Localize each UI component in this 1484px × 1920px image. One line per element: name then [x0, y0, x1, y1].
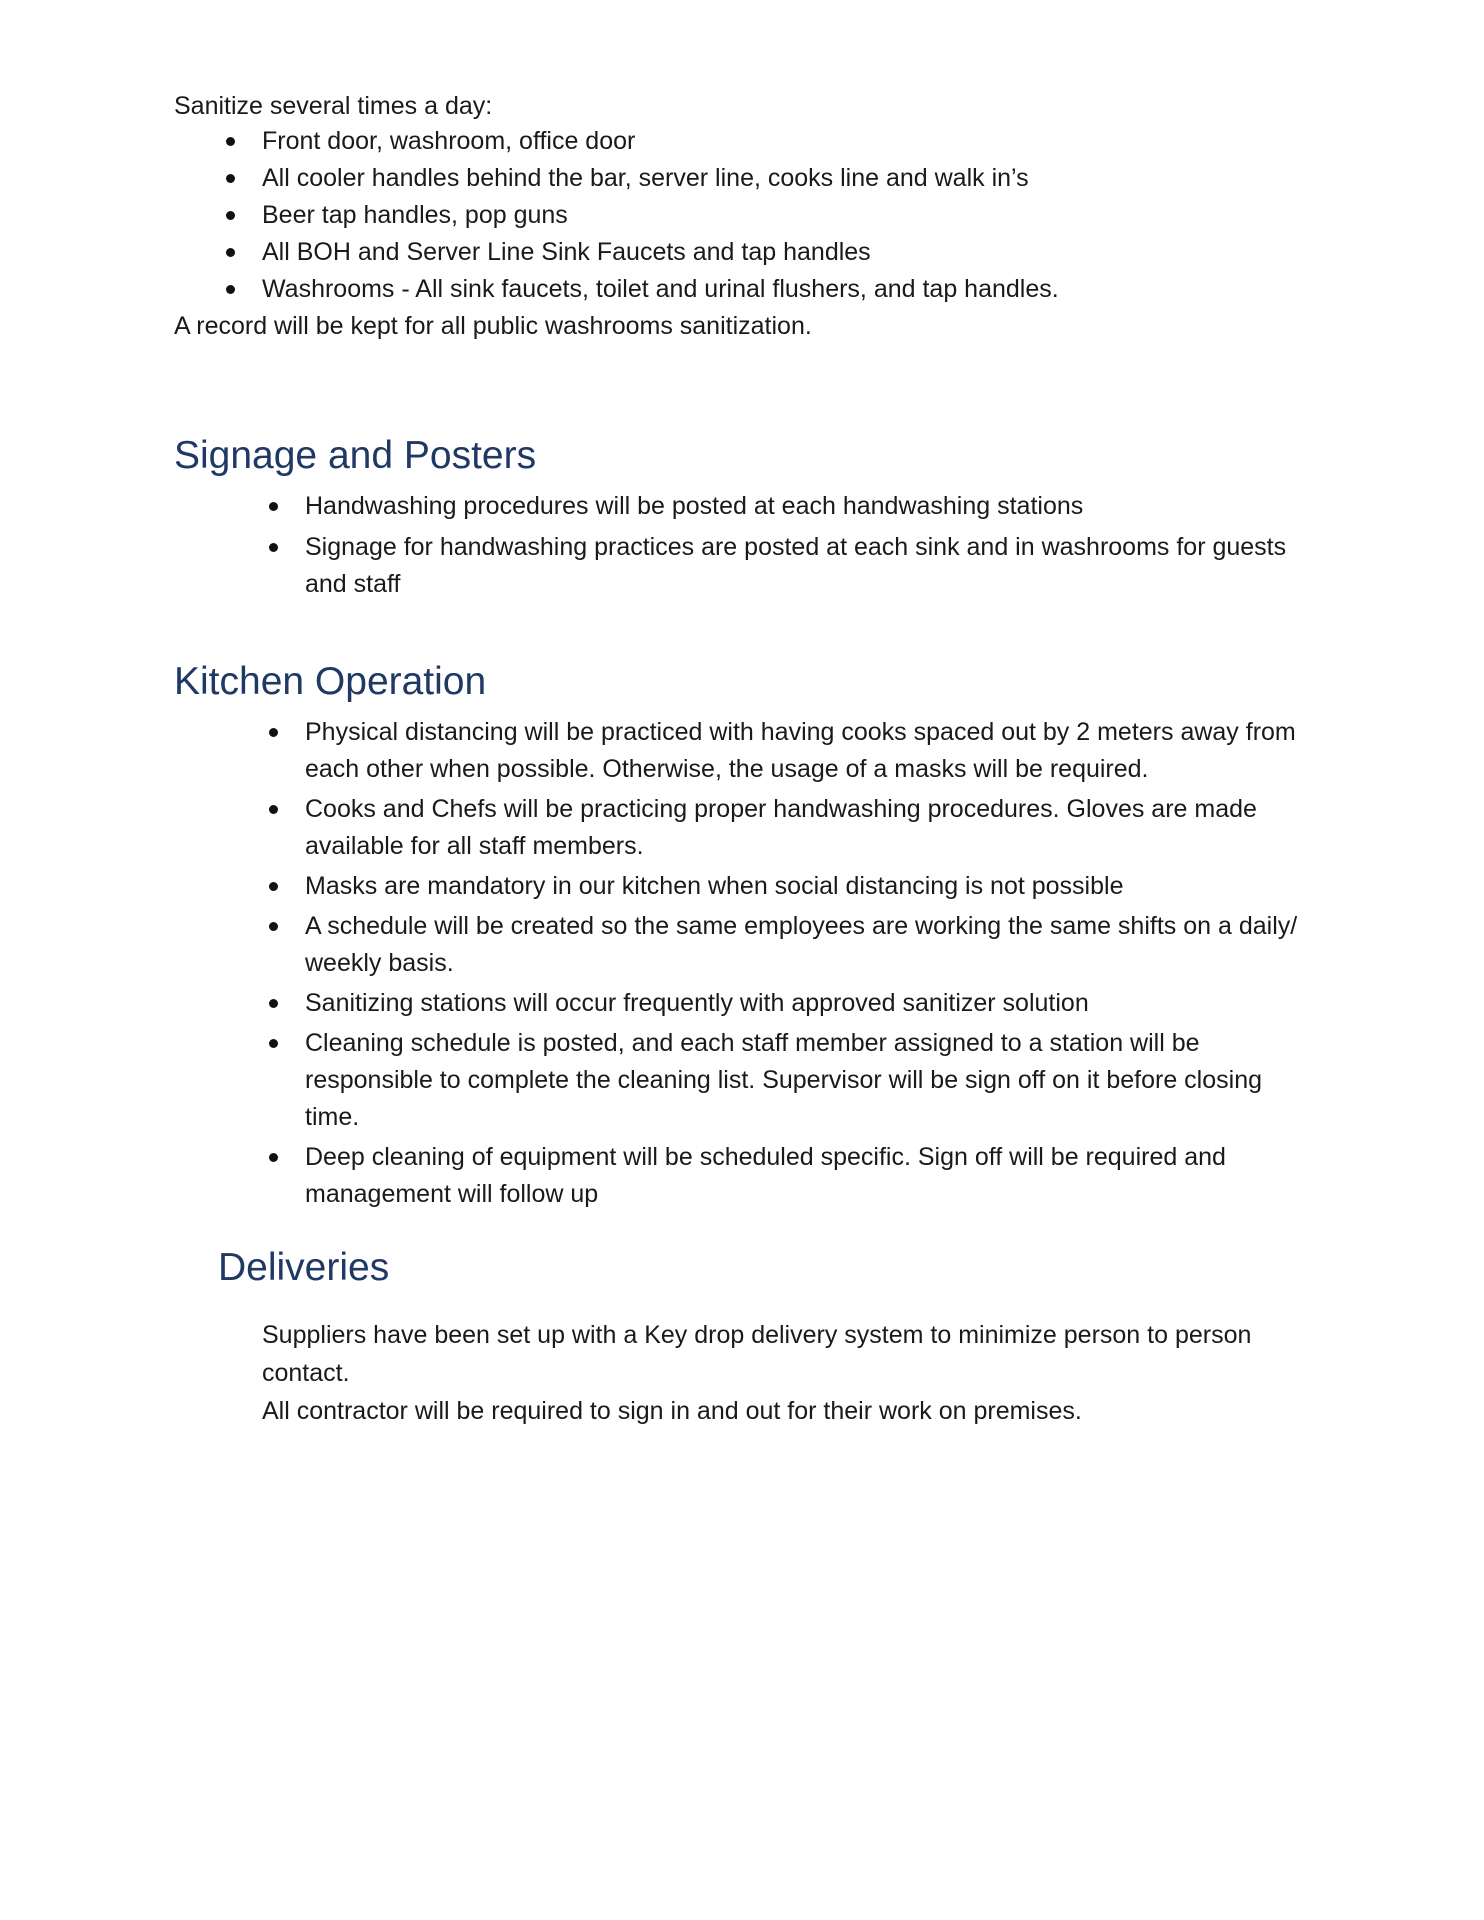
record-note: A record will be kept for all public washrooms sanitization.: [174, 312, 812, 340]
deliveries-body: [262, 1316, 1322, 1430]
list-item: Masks are mandatory in our kitchen when social distancing is not possible: [305, 868, 1315, 905]
list-item: Physical distancing will be practiced with having cooks spaced out by 2 meters away from each other when possible. Otherwise, the usage of a masks will be required.: [305, 714, 1315, 788]
list-item: Washrooms - All sink faucets, toilet and urinal flushers, and tap handles.: [262, 271, 1059, 308]
sanitize-list: [262, 123, 1059, 308]
list-item: A schedule will be created so the same employees are working the same shifts on a daily/ weekly basis.: [305, 908, 1315, 982]
list-item: Cooks and Chefs will be practicing proper handwashing procedures. Gloves are made available for all staff members.: [305, 791, 1315, 865]
deliveries-paragraph: Suppliers have been set up with a Key drop delivery system to minimize person to person contact.: [262, 1321, 1252, 1387]
signage-list: [305, 488, 1315, 607]
list-item: All cooler handles behind the bar, server line, cooks line and walk in’s: [262, 160, 1059, 197]
list-item: Signage for handwashing practices are posted at each sink and in washrooms for guests and staff: [305, 529, 1315, 603]
section-heading-deliveries: Deliveries: [218, 1246, 390, 1289]
list-item: Deep cleaning of equipment will be scheduled specific. Sign off will be required and management will follow up: [305, 1139, 1315, 1213]
section-heading-signage: Signage and Posters: [174, 434, 537, 477]
list-item: All BOH and Server Line Sink Faucets and tap handles: [262, 234, 1059, 271]
list-item: Beer tap handles, pop guns: [262, 197, 1059, 234]
deliveries-paragraph: All contractor will be required to sign in and out for their work on premises.: [262, 1397, 1082, 1425]
section-heading-kitchen: Kitchen Operation: [174, 660, 487, 703]
list-item: Front door, washroom, office door: [262, 123, 1059, 160]
list-item: Cleaning schedule is posted, and each staff member assigned to a station will be responsible to complete the cleaning list. Supervisor will be sign off on it before closing time.: [305, 1025, 1315, 1136]
kitchen-list: [305, 714, 1315, 1216]
sanitize-intro: Sanitize several times a day:: [174, 92, 493, 120]
list-item: Sanitizing stations will occur frequently with approved sanitizer solution: [305, 985, 1315, 1022]
list-item: Handwashing procedures will be posted at each handwashing stations: [305, 488, 1315, 525]
